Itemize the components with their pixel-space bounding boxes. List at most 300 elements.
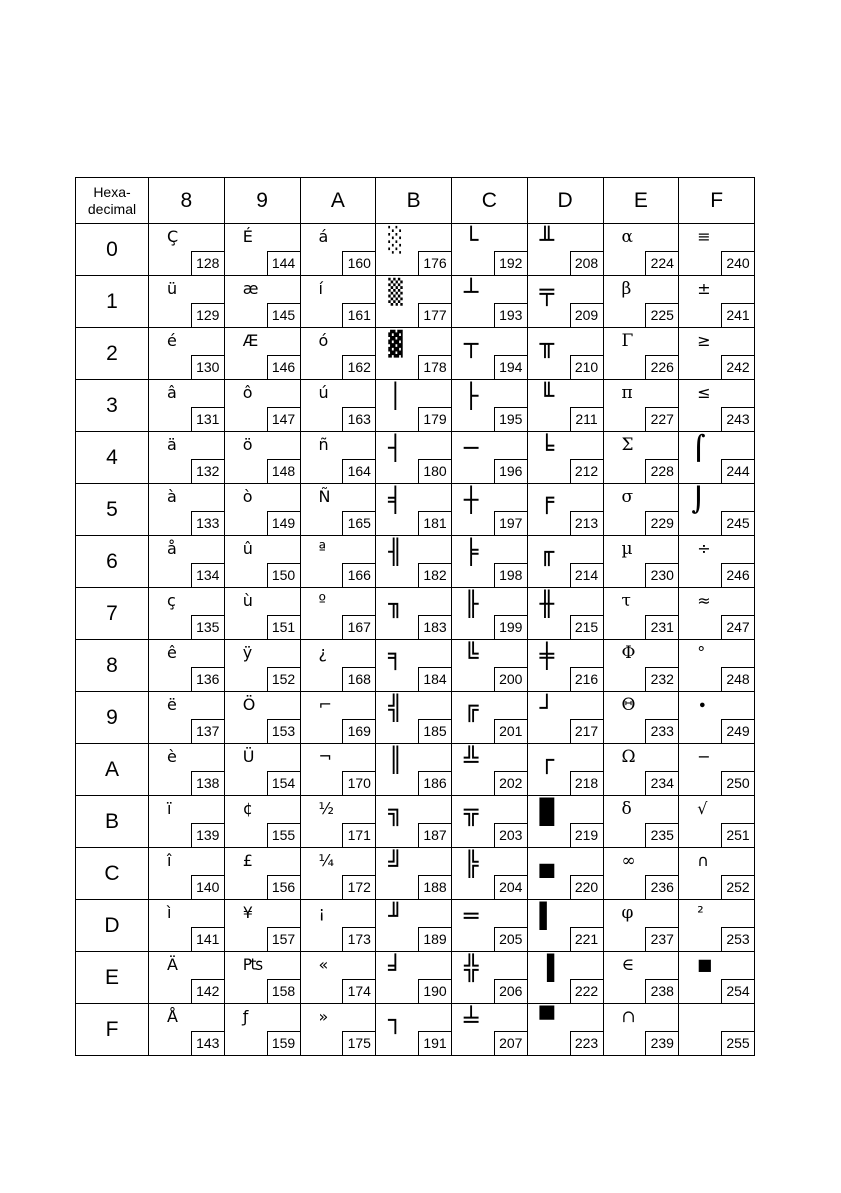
character-cell — [527, 744, 603, 796]
row-header: 9 — [76, 692, 149, 744]
character-glyph: ÿ — [242, 643, 253, 662]
decimal-code: 139 — [191, 823, 224, 847]
decimal-code: 240 — [721, 251, 754, 275]
character-glyph: ╩ — [464, 746, 479, 774]
decimal-code: 128 — [191, 251, 224, 275]
decimal-code: 169 — [342, 719, 375, 743]
character-glyph: î — [167, 851, 172, 870]
character-glyph: █ — [539, 798, 555, 826]
character-cell — [679, 432, 755, 484]
character-cell — [224, 536, 300, 588]
character-cell — [527, 952, 603, 1004]
decimal-code: 178 — [418, 355, 451, 379]
character-cell — [452, 328, 528, 380]
character-glyph: ₧ — [242, 955, 264, 974]
decimal-code: 172 — [342, 875, 375, 899]
character-cell — [452, 848, 528, 900]
character-glyph: ¼ — [318, 851, 335, 870]
character-glyph: Ç — [167, 227, 179, 246]
character-glyph: à — [167, 487, 177, 506]
character-glyph: ░ — [388, 226, 403, 254]
decimal-code: 152 — [267, 667, 300, 691]
character-cell — [300, 744, 376, 796]
decimal-code: 229 — [645, 511, 678, 535]
decimal-code: 181 — [418, 511, 451, 535]
character-glyph: ╟ — [464, 590, 479, 618]
character-glyph: ■ — [697, 955, 713, 974]
character-glyph: û — [242, 539, 253, 558]
character-glyph: Ä — [167, 955, 178, 974]
character-glyph: ╤ — [539, 278, 555, 306]
decimal-code: 219 — [570, 823, 603, 847]
decimal-code: 185 — [418, 719, 451, 743]
character-cell — [149, 484, 225, 536]
character-cell — [452, 1004, 528, 1056]
character-cell — [527, 588, 603, 640]
character-cell — [679, 900, 755, 952]
table-row — [76, 900, 755, 952]
character-glyph: ╕ — [388, 642, 403, 670]
character-cell — [452, 744, 528, 796]
row-header: A — [76, 744, 149, 796]
character-cell — [149, 432, 225, 484]
character-glyph: ∈ — [621, 955, 635, 975]
decimal-code: 245 — [721, 511, 754, 535]
character-glyph: £ — [242, 851, 253, 870]
character-cell — [224, 276, 300, 328]
character-glyph: ╛ — [388, 954, 403, 982]
decimal-code: 222 — [570, 979, 603, 1003]
character-cell — [224, 640, 300, 692]
character-cell — [603, 536, 679, 588]
decimal-code: 204 — [494, 875, 527, 899]
character-cell — [300, 432, 376, 484]
character-glyph: ∩ — [621, 1007, 636, 1027]
decimal-code: 254 — [721, 979, 754, 1003]
decimal-code: 145 — [267, 303, 300, 327]
character-cell — [527, 380, 603, 432]
character-cell — [224, 588, 300, 640]
character-cell — [452, 952, 528, 1004]
table-row — [76, 536, 755, 588]
character-cell — [376, 276, 452, 328]
table-row — [76, 588, 755, 640]
character-glyph: ╧ — [464, 1006, 479, 1034]
character-glyph: ≈ — [697, 591, 711, 610]
decimal-code: 244 — [721, 459, 754, 483]
decimal-code: 171 — [342, 823, 375, 847]
character-glyph: ─ — [464, 434, 479, 462]
character-glyph: ≥ — [697, 331, 711, 350]
corner-label-text: Hexa- decimal — [87, 183, 137, 217]
character-glyph: Γ — [621, 331, 634, 351]
decimal-code: 226 — [645, 355, 678, 379]
decimal-code: 148 — [267, 459, 300, 483]
decimal-code: 173 — [342, 927, 375, 951]
character-cell — [452, 224, 528, 276]
character-glyph: ═ — [464, 902, 479, 930]
decimal-code: 163 — [342, 407, 375, 431]
character-cell — [603, 952, 679, 1004]
character-glyph: ╠ — [464, 850, 479, 878]
row-header: F — [76, 1004, 149, 1056]
row-header: 4 — [76, 432, 149, 484]
character-cell — [149, 1004, 225, 1056]
character-cell — [300, 848, 376, 900]
decimal-code: 225 — [645, 303, 678, 327]
decimal-code: 195 — [494, 407, 527, 431]
character-glyph: å — [167, 539, 177, 558]
table-row — [76, 692, 755, 744]
character-cell — [376, 952, 452, 1004]
decimal-code: 249 — [721, 719, 754, 743]
decimal-code: 156 — [267, 875, 300, 899]
decimal-code: 162 — [342, 355, 375, 379]
character-cell — [376, 796, 452, 848]
character-cell — [300, 952, 376, 1004]
character-glyph: ù — [242, 591, 253, 610]
character-cell — [603, 588, 679, 640]
table-row — [76, 848, 755, 900]
character-cell — [224, 224, 300, 276]
character-glyph: ª — [318, 539, 327, 558]
decimal-code: 165 — [342, 511, 375, 535]
character-cell — [376, 224, 452, 276]
character-cell — [603, 744, 679, 796]
column-header: C — [452, 178, 528, 224]
character-cell — [376, 692, 452, 744]
character-cell — [603, 796, 679, 848]
character-glyph: ╖ — [388, 590, 403, 618]
column-header: B — [376, 178, 452, 224]
decimal-code: 215 — [570, 615, 603, 639]
character-glyph: ° — [697, 643, 706, 662]
decimal-code: 189 — [418, 927, 451, 951]
character-cell — [452, 380, 528, 432]
character-glyph: ∞ — [621, 851, 636, 871]
character-glyph: ┌ — [539, 746, 555, 774]
decimal-code: 236 — [645, 875, 678, 899]
decimal-code: 237 — [645, 927, 678, 951]
decimal-code: 188 — [418, 875, 451, 899]
row-header: 6 — [76, 536, 149, 588]
character-glyph: ╞ — [464, 538, 479, 566]
decimal-code: 213 — [570, 511, 603, 535]
decimal-code: 209 — [570, 303, 603, 327]
character-glyph: ⌐ — [318, 695, 332, 714]
character-cell — [603, 276, 679, 328]
character-cell — [527, 640, 603, 692]
character-glyph: ╡ — [388, 486, 403, 514]
character-glyph: Ö — [242, 695, 256, 714]
character-cell — [679, 848, 755, 900]
decimal-code: 180 — [418, 459, 451, 483]
character-cell — [376, 744, 452, 796]
character-glyph: ╒ — [539, 486, 555, 514]
character-glyph: Å — [167, 1007, 178, 1026]
decimal-code: 230 — [645, 563, 678, 587]
table-row — [76, 224, 755, 276]
character-glyph: φ — [621, 903, 634, 923]
decimal-code: 239 — [645, 1031, 678, 1055]
character-cell — [300, 484, 376, 536]
decimal-code: 147 — [267, 407, 300, 431]
table-row — [76, 952, 755, 1004]
table-row — [76, 1004, 755, 1056]
character-glyph: é — [167, 331, 177, 350]
character-glyph: ▐ — [539, 954, 555, 982]
decimal-code: 134 — [191, 563, 224, 587]
decimal-code: 231 — [645, 615, 678, 639]
character-cell — [527, 432, 603, 484]
decimal-code: 160 — [342, 251, 375, 275]
character-glyph: º — [318, 591, 327, 610]
character-cell — [679, 796, 755, 848]
character-glyph: √ — [697, 799, 708, 818]
row-header: 3 — [76, 380, 149, 432]
character-glyph: ┼ — [464, 486, 479, 514]
character-glyph: ╗ — [388, 798, 403, 826]
column-header: 9 — [224, 178, 300, 224]
decimal-code: 252 — [721, 875, 754, 899]
character-glyph: ∙ — [697, 695, 708, 714]
character-cell — [224, 432, 300, 484]
character-cell — [527, 224, 603, 276]
character-glyph: í — [318, 279, 323, 298]
table-row — [76, 744, 755, 796]
character-cell — [224, 952, 300, 1004]
character-glyph: ▀ — [539, 1006, 555, 1034]
decimal-code: 146 — [267, 355, 300, 379]
decimal-code: 175 — [342, 1031, 375, 1055]
decimal-code: 132 — [191, 459, 224, 483]
decimal-code: 192 — [494, 251, 527, 275]
character-glyph: ÷ — [697, 539, 711, 558]
character-glyph: ▌ — [539, 902, 555, 930]
decimal-code: 255 — [721, 1031, 754, 1055]
decimal-code: 150 — [267, 563, 300, 587]
character-cell — [452, 588, 528, 640]
character-glyph: ö — [242, 435, 253, 454]
decimal-code: 153 — [267, 719, 300, 743]
character-cell — [452, 796, 528, 848]
column-header: F — [679, 178, 755, 224]
decimal-code: 211 — [570, 407, 603, 431]
character-glyph: Ñ — [318, 487, 331, 506]
character-glyph: ╣ — [388, 694, 403, 722]
character-glyph: µ — [621, 539, 633, 559]
table-row — [76, 276, 755, 328]
decimal-code: 207 — [494, 1031, 527, 1055]
decimal-code: 136 — [191, 667, 224, 691]
decimal-code: 191 — [418, 1031, 451, 1055]
character-glyph: ⌡ — [691, 486, 706, 514]
character-cell — [300, 380, 376, 432]
row-header: E — [76, 952, 149, 1004]
character-glyph: ó — [318, 331, 329, 350]
character-cell — [224, 380, 300, 432]
decimal-code: 242 — [721, 355, 754, 379]
decimal-code: 144 — [267, 251, 300, 275]
character-cell — [300, 640, 376, 692]
character-glyph: π — [621, 383, 633, 403]
character-cell — [149, 380, 225, 432]
character-glyph: ▓ — [388, 330, 403, 358]
decimal-code: 140 — [191, 875, 224, 899]
decimal-code: 203 — [494, 823, 527, 847]
decimal-code: 155 — [267, 823, 300, 847]
decimal-code: 214 — [570, 563, 603, 587]
decimal-code: 234 — [645, 771, 678, 795]
decimal-code: 149 — [267, 511, 300, 535]
character-cell — [376, 588, 452, 640]
character-cell — [679, 640, 755, 692]
character-glyph: ║ — [388, 746, 403, 774]
decimal-code: 138 — [191, 771, 224, 795]
character-glyph: ┬ — [464, 330, 479, 358]
character-glyph: ¢ — [242, 799, 253, 818]
character-cell — [149, 796, 225, 848]
row-header: 0 — [76, 224, 149, 276]
row-header: 8 — [76, 640, 149, 692]
character-glyph: ² — [697, 903, 704, 922]
decimal-code: 176 — [418, 251, 451, 275]
decimal-code: 232 — [645, 667, 678, 691]
character-glyph: ¬ — [318, 747, 332, 766]
character-glyph: Φ — [621, 643, 636, 663]
character-cell — [603, 484, 679, 536]
character-glyph: ╫ — [539, 590, 555, 618]
decimal-code: 247 — [721, 615, 754, 639]
decimal-code: 158 — [267, 979, 300, 1003]
table-body — [76, 224, 755, 1056]
character-cell — [149, 952, 225, 1004]
decimal-code: 161 — [342, 303, 375, 327]
character-cell — [149, 276, 225, 328]
row-header: 2 — [76, 328, 149, 380]
character-glyph: ╪ — [539, 642, 555, 670]
character-glyph: ½ — [318, 799, 335, 818]
decimal-code: 166 — [342, 563, 375, 587]
character-cell — [603, 1004, 679, 1056]
character-cell — [300, 692, 376, 744]
character-glyph: â — [167, 383, 177, 402]
column-header: D — [527, 178, 603, 224]
character-glyph: ï — [167, 799, 172, 818]
decimal-code: 186 — [418, 771, 451, 795]
decimal-code: 190 — [418, 979, 451, 1003]
decimal-code: 250 — [721, 771, 754, 795]
character-glyph: ¡ — [318, 903, 325, 922]
decimal-code: 143 — [191, 1031, 224, 1055]
decimal-code: 220 — [570, 875, 603, 899]
character-glyph: Ω — [621, 747, 636, 767]
character-cell — [527, 536, 603, 588]
character-cell — [679, 952, 755, 1004]
character-cell — [224, 900, 300, 952]
decimal-code: 210 — [570, 355, 603, 379]
character-cell — [679, 536, 755, 588]
character-cell — [376, 1004, 452, 1056]
character-cell — [603, 640, 679, 692]
character-glyph: ╢ — [388, 538, 403, 566]
character-cell — [224, 692, 300, 744]
character-cell — [603, 380, 679, 432]
decimal-code: 246 — [721, 563, 754, 587]
column-header: A — [300, 178, 376, 224]
character-glyph: ä — [167, 435, 177, 454]
character-glyph: │ — [388, 382, 403, 410]
character-cell — [679, 744, 755, 796]
character-cell — [679, 276, 755, 328]
decimal-code: 218 — [570, 771, 603, 795]
character-glyph: ├ — [464, 382, 479, 410]
character-glyph: ≡ — [697, 227, 711, 246]
character-glyph: ┴ — [464, 278, 479, 306]
character-cell — [224, 796, 300, 848]
character-cell — [376, 380, 452, 432]
character-glyph: è — [167, 747, 177, 766]
decimal-code: 164 — [342, 459, 375, 483]
decimal-code: 201 — [494, 719, 527, 743]
decimal-code: 241 — [721, 303, 754, 327]
column-header: E — [603, 178, 679, 224]
character-cell — [376, 432, 452, 484]
character-cell — [149, 224, 225, 276]
decimal-code: 251 — [721, 823, 754, 847]
character-cell — [149, 640, 225, 692]
character-cell — [224, 848, 300, 900]
character-cell — [527, 276, 603, 328]
character-cell — [224, 1004, 300, 1056]
decimal-code: 205 — [494, 927, 527, 951]
decimal-code: 202 — [494, 771, 527, 795]
decimal-code: 199 — [494, 615, 527, 639]
decimal-code: 131 — [191, 407, 224, 431]
table-row — [76, 432, 755, 484]
character-cell — [679, 380, 755, 432]
decimal-code: 159 — [267, 1031, 300, 1055]
character-glyph: ╔ — [464, 694, 479, 722]
character-glyph: ƒ — [242, 1007, 249, 1026]
character-cell — [224, 744, 300, 796]
row-header: 7 — [76, 588, 149, 640]
character-glyph: ╜ — [388, 902, 403, 930]
character-cell — [300, 588, 376, 640]
character-cell — [452, 692, 528, 744]
character-glyph: ▄ — [539, 850, 555, 878]
character-cell — [149, 692, 225, 744]
decimal-code: 151 — [267, 615, 300, 639]
character-cell — [376, 328, 452, 380]
decimal-code: 227 — [645, 407, 678, 431]
character-glyph: ╨ — [539, 226, 555, 254]
character-glyph: ┤ — [388, 434, 403, 462]
decimal-code: 174 — [342, 979, 375, 1003]
character-cell — [376, 848, 452, 900]
character-cell — [149, 900, 225, 952]
character-glyph: δ — [621, 799, 632, 819]
character-cell — [603, 900, 679, 952]
character-glyph: ú — [318, 383, 329, 402]
decimal-code: 137 — [191, 719, 224, 743]
column-header-row — [76, 178, 755, 224]
character-cell — [452, 900, 528, 952]
decimal-code: 179 — [418, 407, 451, 431]
decimal-code: 154 — [267, 771, 300, 795]
character-cell — [376, 484, 452, 536]
character-cell — [224, 484, 300, 536]
